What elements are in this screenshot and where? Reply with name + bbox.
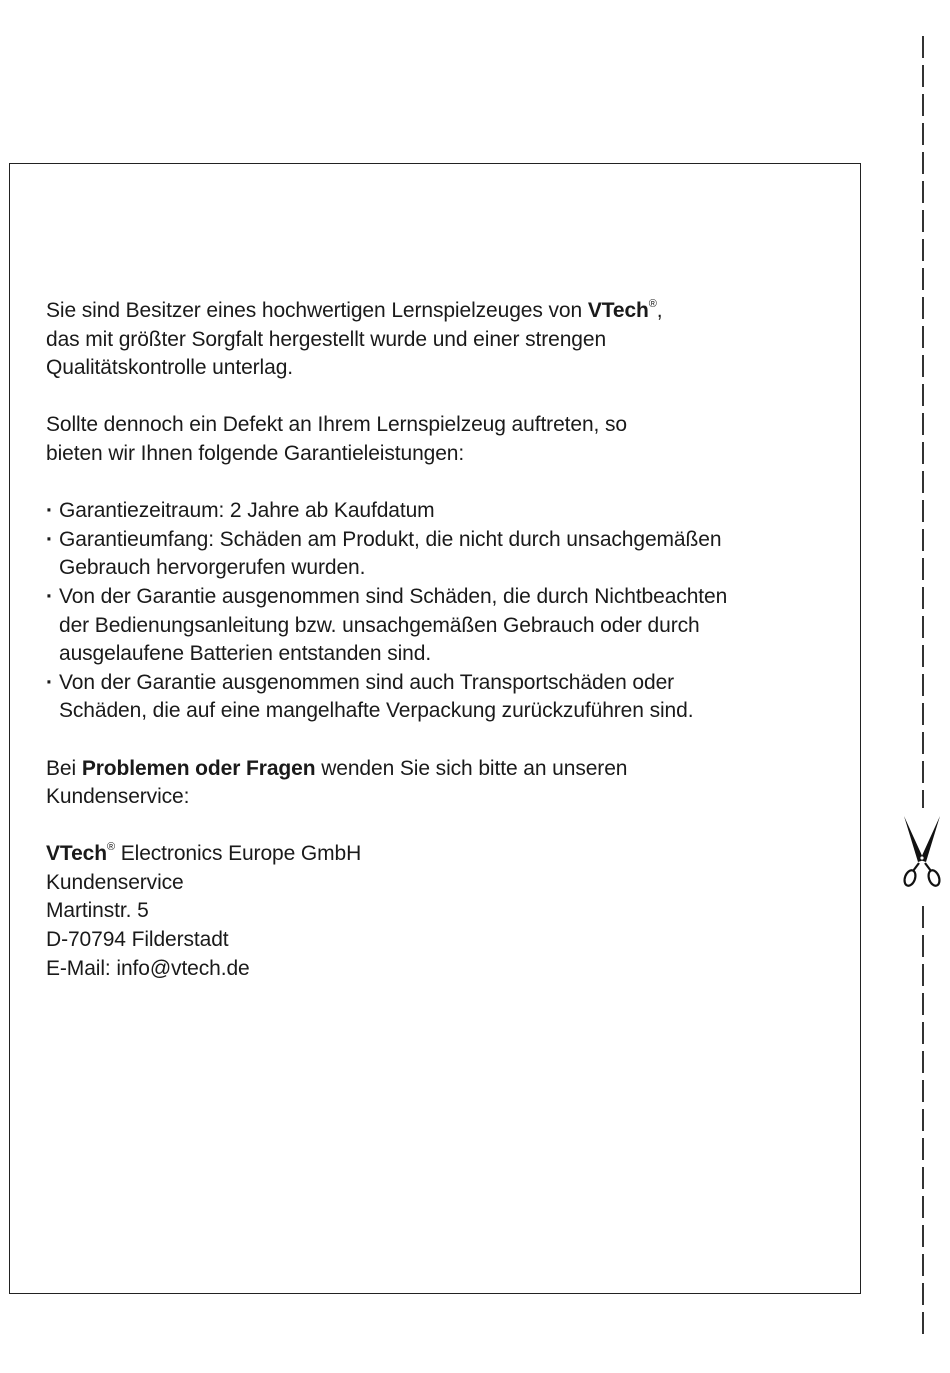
intro-text-line3: Qualitätskontrolle unterlag. [46, 356, 294, 380]
address-email: E-Mail: info@vtech.de [46, 956, 250, 980]
intro-comma: , [656, 299, 663, 322]
service-paragraph: Bei Problemen oder Fragen wenden Sie sich bitte an unseren Kundenservice: [46, 756, 628, 809]
intro-text-line2: das mit größter Sorgfalt hergestellt wurde und einer strengen [46, 327, 607, 351]
intro-paragraph [46, 297, 846, 383]
brand-name: VTech [587, 299, 649, 322]
address-company: Electronics Europe GmbH [120, 842, 362, 866]
registered-mark: ® [648, 298, 657, 310]
warranty-list [46, 497, 846, 726]
address-street: Martinstr. 5 [46, 899, 149, 923]
scissors-icon [898, 814, 946, 890]
cut-line [922, 36, 924, 1336]
list-item: · Garantiezeitraum: 2 Jahre ab Kaufdatum [46, 497, 846, 526]
list-item: · Garantieumfang: Schäden am Produkt, die nicht durch unsachgemäßen Gebrauch hervorgerufen wurden. [46, 526, 846, 583]
list-item: · Von der Garantie ausgenommen sind auch Transportschäden oder Schäden, die auf eine mangelhafte Verpackung zurückzuführen sind. [46, 669, 846, 726]
address-block [46, 840, 846, 983]
service-emphasis: Problemen oder Fragen [81, 756, 316, 780]
list-item: · Von der Garantie ausgenommen sind Schäden, die durch Nichtbeachten der Bedienungsanleitung bzw. unsachgemäßen Gebrauch oder durch ausgelaufene Batterien entstanden sind. [46, 583, 846, 669]
address-registered-mark: ® [106, 841, 115, 854]
warranty-text [46, 297, 846, 983]
intro-text: Sie sind Besitzer eines hochwertigen Lernspielzeuges von [46, 299, 583, 322]
address-brand: VTech [46, 842, 107, 866]
defect-paragraph [46, 411, 846, 468]
address-city: D-70794 Filderstadt [46, 928, 229, 952]
address-department: Kundenservice [46, 870, 184, 894]
defect-text-line2: bieten wir Ihnen folgende Garantieleistungen: [46, 441, 465, 465]
defect-text-line1: Sollte dennoch ein Defekt an Ihrem Lernspielzeug auftreten, so [46, 413, 628, 437]
